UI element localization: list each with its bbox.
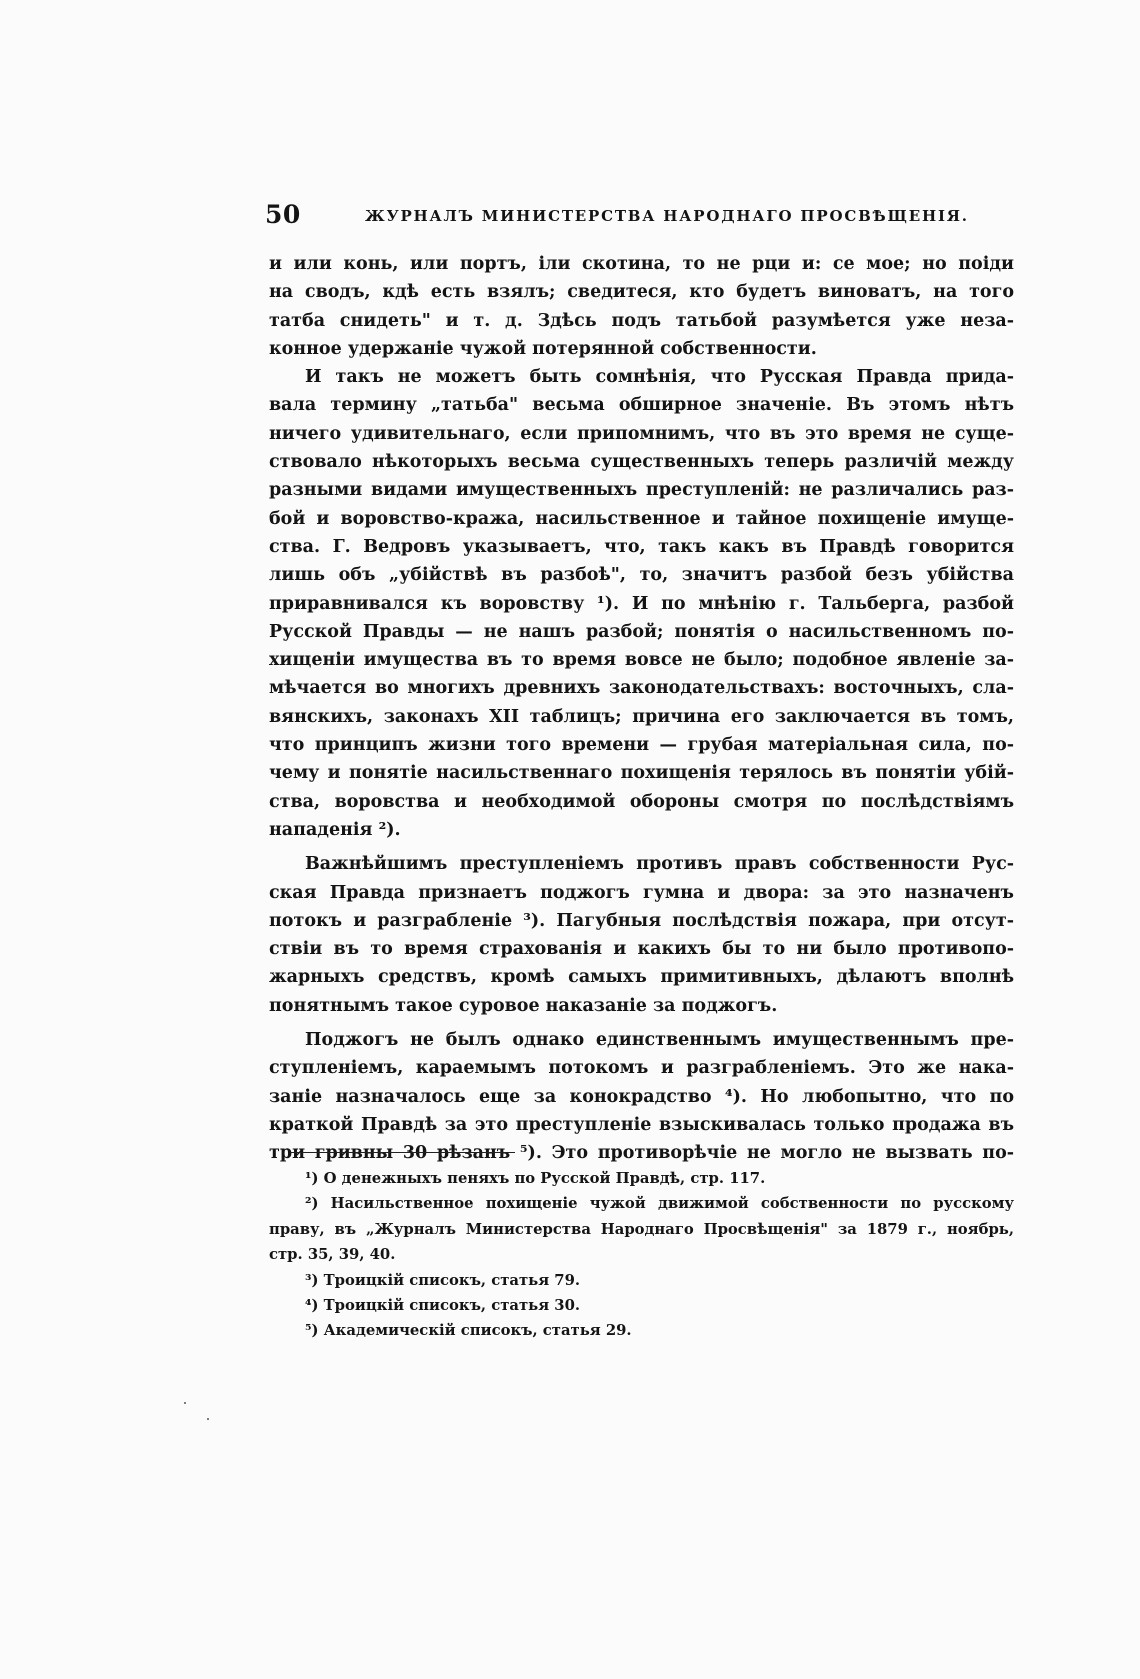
body-text — [269, 250, 1014, 1168]
footnote-line: ²) Насильственное похищеніе чужой движимой собственности по русскому — [305, 1195, 1014, 1213]
text-line: ствіи въ то время страхованія и какихъ бы то ни было противопо- — [269, 939, 1014, 960]
text-line: заніе назначалось еще за конокрадство ⁴). Но любопытно, что по — [269, 1086, 1014, 1107]
text-line: вала термину „татьба" весьма обширное значеніе. Въ этомъ нѣтъ — [269, 395, 1014, 416]
text-line: Важнѣйшимъ преступленіемъ противъ правъ собственности Рус- — [305, 854, 1014, 875]
text-line: что принципъ жизни того времени — грубая матеріальная сила, по- — [269, 735, 1014, 756]
text-line: конное удержаніе чужой потерянной собственности. — [269, 338, 817, 359]
text-line: ступленіемъ, караемымъ потокомъ и разграбленіемъ. Это же нака- — [269, 1058, 1014, 1079]
text-line: и или конь, или портъ, іли скотина, то не рци и: се мое; но поіди — [269, 254, 1014, 274]
text-line: Русской Правды — не нашъ разбой; понятія о насильственномъ по- — [269, 621, 1014, 642]
text-line: приравнивался къ воровству ¹). И по мнѣнію г. Тальберга, разбой — [269, 593, 1014, 614]
text-line: чему и понятіе насильственнаго похищенія терялось въ понятіи убій- — [269, 763, 1014, 784]
text-line: краткой Правдѣ за это преступленіе взыскивалась только продажа въ — [269, 1114, 1014, 1135]
text-line: жарныхъ средствъ, кромѣ самыхъ примитивныхъ, дѣлаютъ вполнѣ — [269, 967, 1014, 988]
text-line: Поджогъ не былъ однако единственнымъ имущественнымъ пре- — [305, 1030, 1014, 1051]
text-line: вянскихъ, законахъ XII таблицъ; причина его заключается въ томъ, — [269, 706, 1014, 727]
text-line: ствовало нѣкоторыхъ весьма существенныхъ теперь различій между — [269, 452, 1014, 473]
text-line: ства. Г. Ведровъ указываетъ, что, такъ какъ въ Правдѣ говорится — [269, 536, 1014, 557]
footnote-line: ³) Троицкій списокъ, статья 79. — [305, 1271, 581, 1289]
text-line: бой и воровство-кража, насильственное и тайное похищеніе имуще- — [269, 508, 1014, 529]
text-line: понятнымъ такое суровое наказаніе за поджогъ. — [269, 995, 778, 1016]
text-line: ничего удивительнаго, если припомнимъ, что въ это время не суще- — [269, 423, 1014, 444]
footnote-line: ⁵) Академическій списокъ, статья 29. — [305, 1322, 632, 1340]
scan-speck — [184, 1402, 186, 1404]
footnote-line: праву, въ „Журналъ Министерства Народнаго Просвѣщенія" за 1879 г., ноябрь, — [269, 1220, 1014, 1238]
text-line: разными видами имущественныхъ преступленій: не различались раз- — [269, 480, 1014, 501]
text-line: И такъ не можетъ быть сомнѣнія, что Русская Правда прида- — [305, 367, 1014, 388]
text-line: потокъ и разграбленіе ³). Пагубныя послѣдствія пожара, при отсут- — [269, 910, 1014, 931]
footnote-line: ¹) О денежныхъ пеняхъ по Русской Правдѣ, стр. 117. — [305, 1170, 766, 1187]
footnote-line: ⁴) Троицкій списокъ, статья 30. — [305, 1296, 581, 1314]
text-line: татба снидеть" и т. д. Здѣсь подъ татьбой разумѣется уже неза- — [269, 310, 1014, 331]
footnote-line: стр. 35, 39, 40. — [269, 1246, 396, 1264]
scan-speck — [207, 1418, 209, 1420]
footnote-divider — [290, 1152, 515, 1153]
text-line: нападенія ²). — [269, 819, 401, 840]
text-line: хищеніи имущества въ то время вовсе не было; подобное явленіе за- — [269, 650, 1014, 671]
text-line: ства, воровства и необходимой обороны смотря по послѣдствіямъ — [269, 791, 1014, 812]
text-line: мѣчается во многихъ древнихъ законодательствахъ: восточныхъ, сла- — [269, 678, 1014, 699]
text-line: лишь объ „убійствѣ въ разбоѣ", то, значитъ разбой безъ убійства — [269, 565, 1014, 586]
text-line: на сводъ, кдѣ есть взялъ; сведитеся, кто будетъ виноватъ, на того — [269, 282, 1014, 303]
footnotes — [269, 1166, 1014, 1344]
page-header — [265, 200, 1015, 234]
running-head: ЖУРНАЛЪ МИНИСТЕРСТВА НАРОДНАГО ПРОСВѢЩЕНІЯ. — [365, 207, 969, 225]
text-line: ская Правда признаетъ поджогъ гумна и двора: за это назначенъ — [269, 882, 1014, 903]
page-number: 50 — [265, 200, 301, 229]
text-line: три гривны 30 рѣзанъ ⁵). Это противорѣчіе не могло не вызвать по- — [269, 1143, 1014, 1164]
